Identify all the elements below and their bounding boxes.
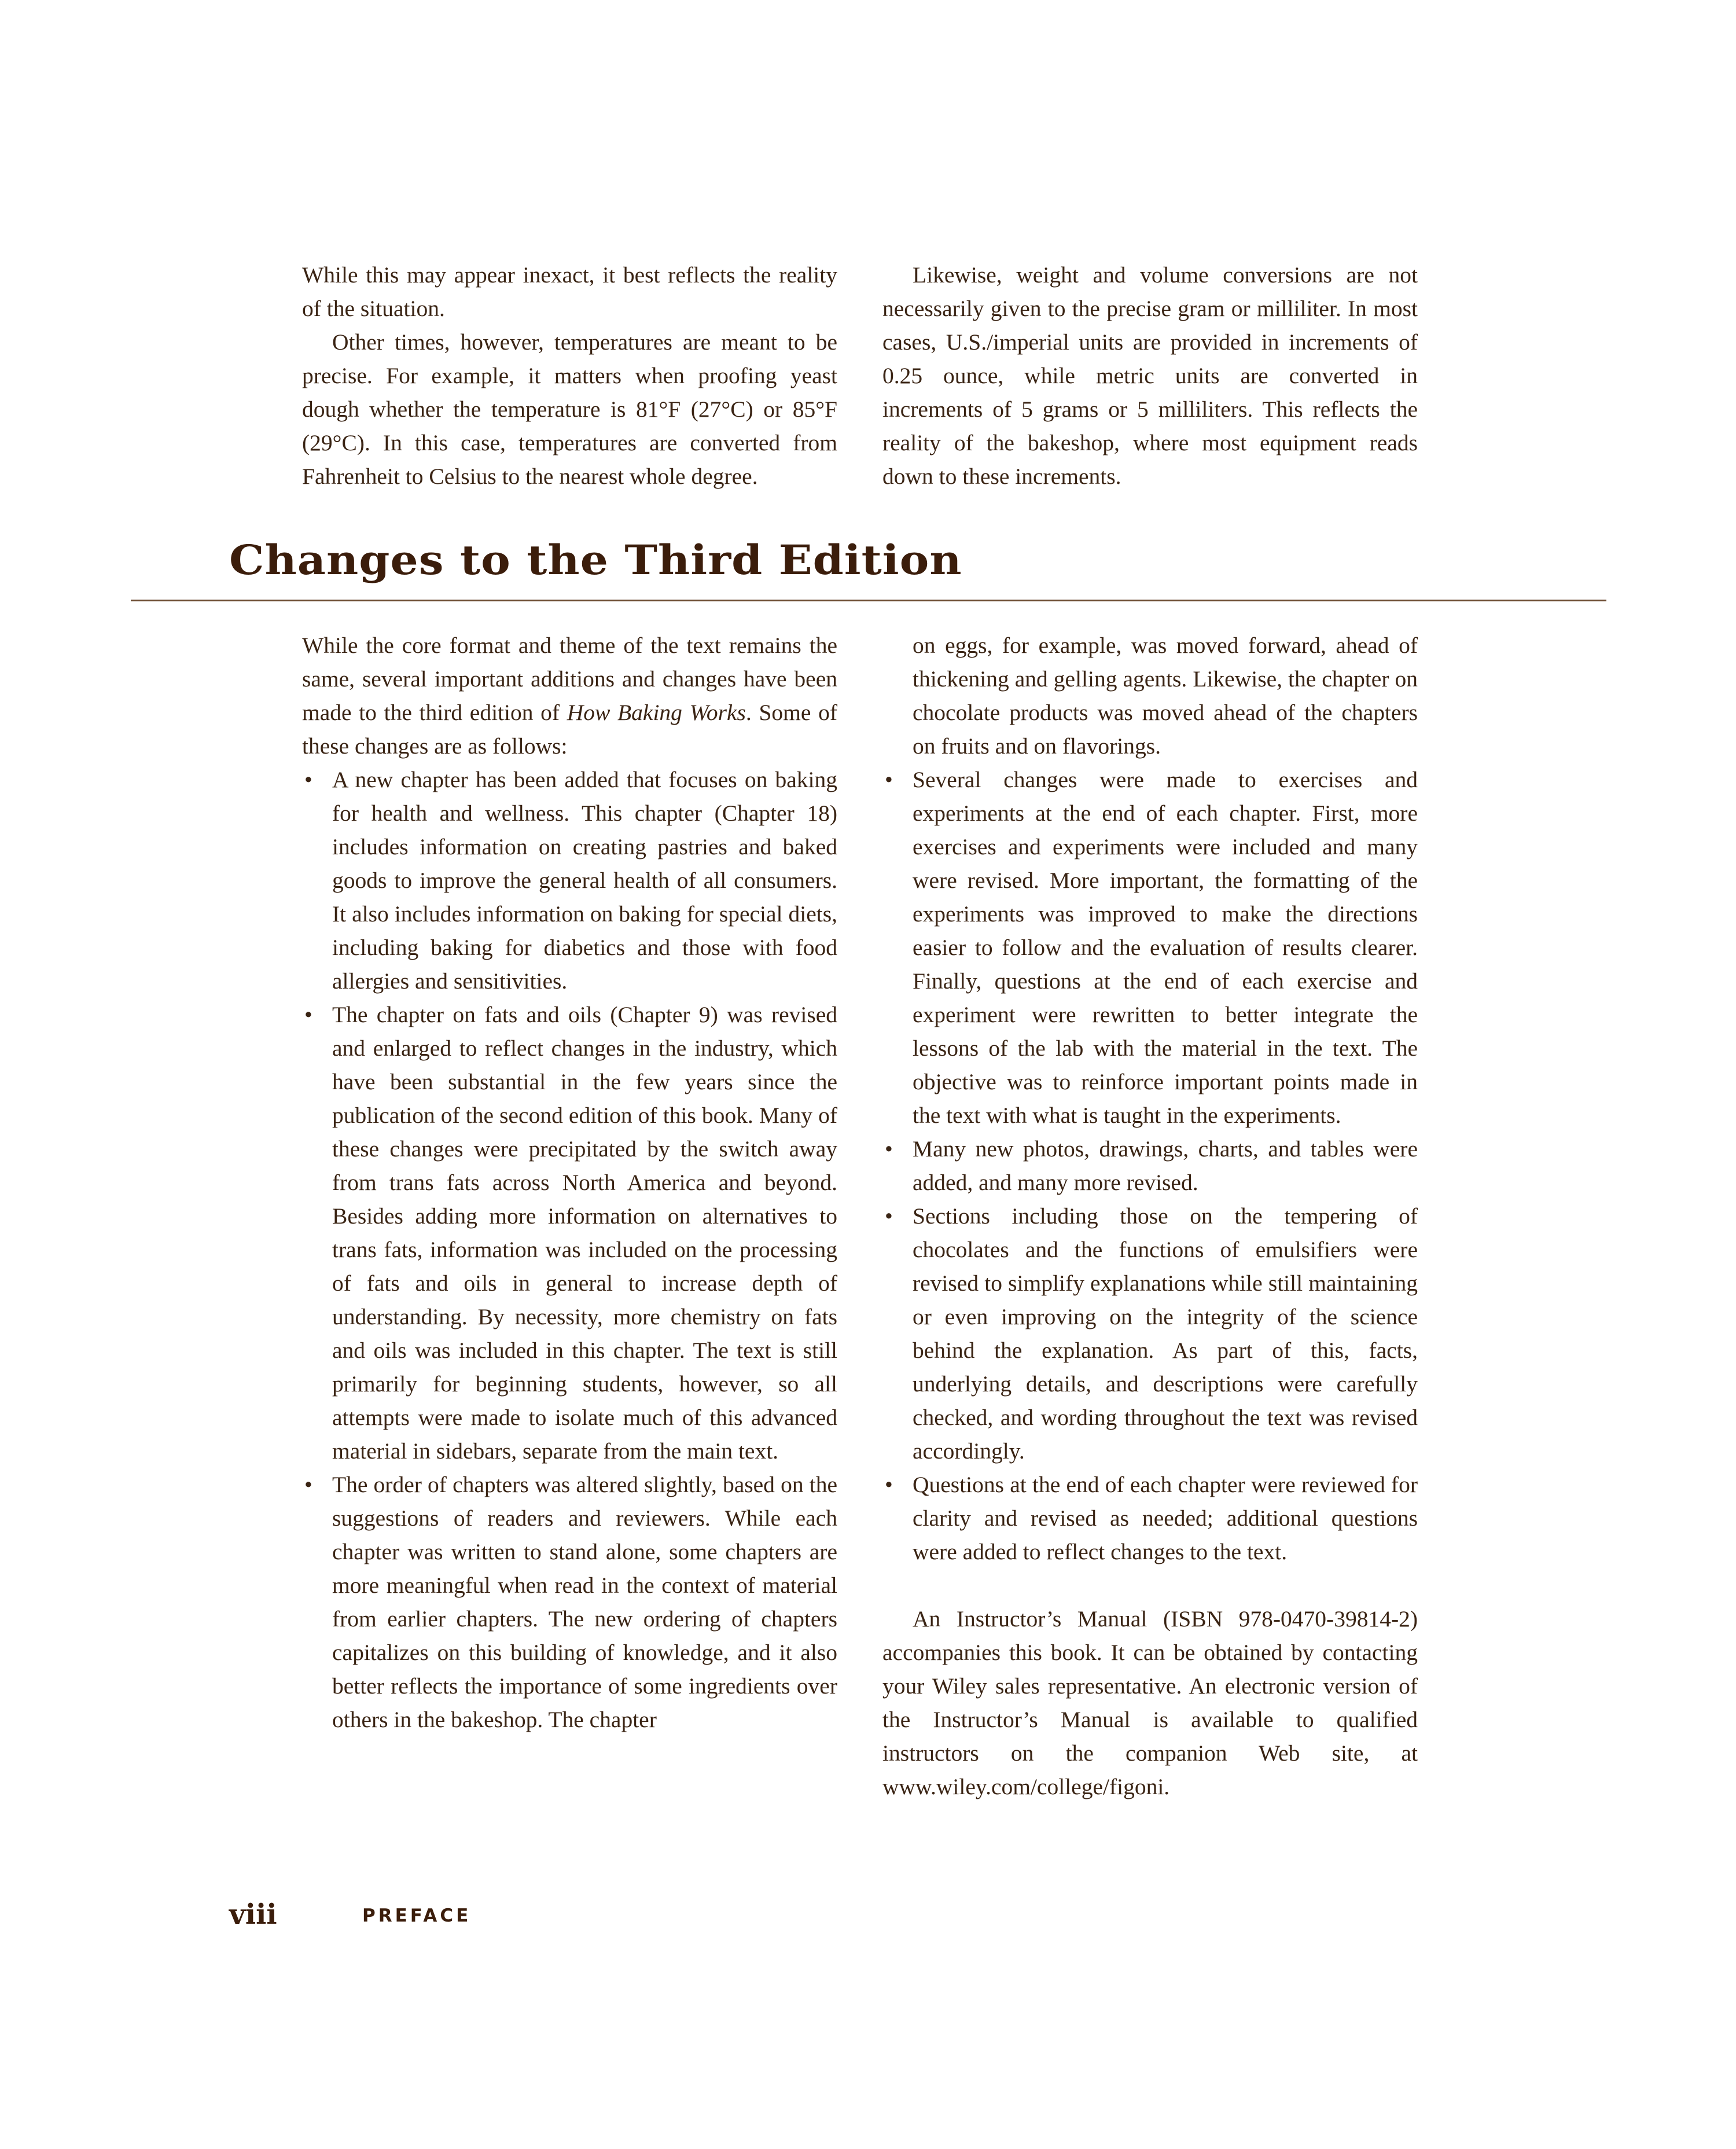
bullet: •: [885, 1472, 893, 1497]
list-item-text: Sections including those on the tempering of chocolates and the functions of emulsifiers were revised to simplify explanations while still maintaining or even improving on the integrity of the science behind the explanation. As part of this, facts, underlying details, and descriptions were carefully checked, and wording throughout the text was revised accordingly.: [913, 1203, 1418, 1464]
list-item-text: Several changes were made to exercises and experiments at the end of each chapter. First, more exercises and experiments were included and many were revised. More important, the formatting of the experiments was improved to make the directions easier to follow and the evaluation of results clearer. Finally, questions at the end of each exercise and experiment were rewritten to better integrate the lessons of the lab with the material in the text. The objective was to reinforce important points made in the text with what is taught in the experiments.: [913, 767, 1418, 1128]
top-right-column: [882, 258, 1418, 493]
bullet: •: [885, 767, 893, 792]
instructors-manual-paragraph: An Instructor’s Manual (ISBN 978-0470-39814-2) accompanies this book. It can be obtained by contacting your Wiley sales representative. An electronic version of the Instructor’s Manual is available to qualified instructors on the companion Web site, at www.wiley.com/college/figoni.: [882, 1606, 1418, 1799]
main-left-column: [302, 629, 837, 1736]
changes-list-continued: [882, 629, 1418, 1568]
paragraph: Likewise, weight and volume conversions are not necessarily given to the precise gram or milliliter. In most cases, U.S./imperial units are provided in increments of 0.25 ounce, while metric units are converted in increments of 5 grams or 5 milliliters. This reflects the reality of the bakeshop, where most equipment reads down to these increments.: [882, 262, 1418, 489]
paragraph: While this may appear inexact, it best reflects the reality of the situation.: [302, 262, 837, 321]
running-footer-section: PREFACE: [362, 1905, 472, 1926]
list-item: [882, 763, 1418, 1132]
changes-list: [302, 763, 837, 1736]
section-heading: Changes to the Third Edition: [229, 536, 962, 584]
bullet: •: [304, 1002, 312, 1027]
heading-rule: [131, 600, 1606, 601]
bullet: •: [304, 767, 312, 792]
list-item: [882, 1132, 1418, 1199]
bullet: •: [885, 1203, 893, 1229]
list-item-text: Questions at the end of each chapter were reviewed for clarity and revised as needed; additional questions were added to reflect changes to the text.: [913, 1472, 1418, 1564]
list-item: [882, 1468, 1418, 1568]
paragraph: Other times, however, temperatures are meant to be precise. For example, it matters when proofing yeast dough whether the temperature is 81°F (27°C) or 85°F (29°C). In this case, temperatures are converted from Fahrenheit to Celsius to the nearest whole degree.: [302, 329, 837, 489]
list-item-text: The chapter on fats and oils (Chapter 9) was revised and enlarged to reflect changes in the industry, which have been substantial in the few years since the publication of the second edition of this book. Many of these changes were precipitated by the switch away from trans fats across North America and beyond. Besides adding more information on alternatives to trans fats, information was included on the processing of fats and oils in general to increase depth of understanding. By necessity, more chemistry on fats and oils was included in this chapter. The text is still primarily for beginning students, however, so all attempts were made to isolate much of this advanced material in sidebars, separate from the main text.: [332, 1002, 837, 1464]
page-number: viii: [229, 1898, 277, 1931]
list-item-text: A new chapter has been added that focuses on baking for health and wellness. This chapter (Chapter 18) includes information on creating pastries and baked goods to improve the general health of all consumers. It also includes information on baking for special diets, including baking for diabetics and those with food allergies and sensitivities.: [332, 767, 837, 994]
intro-text: . Some of these changes are as follows:: [302, 700, 837, 759]
intro-paragraph: [302, 629, 837, 763]
list-item-continuation: [882, 629, 1418, 763]
main-right-column: [882, 629, 1418, 1803]
list-item: [882, 1199, 1418, 1468]
bullet: •: [885, 1136, 893, 1162]
list-item: [302, 763, 837, 998]
intro-text: While the core format and theme of the text remains the same, several important additions and changes have been made to the third edition of: [302, 633, 837, 725]
top-left-column: [302, 258, 837, 493]
bullet: •: [304, 1472, 312, 1497]
list-item-text: on eggs, for example, was moved forward, ahead of thickening and gelling agents. Likewise, the chapter on chocolate products was moved ahead of the chapters on fruits and on flavorings.: [913, 633, 1418, 759]
list-item: [302, 1468, 837, 1736]
list-item: [302, 998, 837, 1468]
book-title: How Baking Works: [567, 700, 746, 725]
list-item-text: The order of chapters was altered slightly, based on the suggestions of readers and reviewers. While each chapter was written to stand alone, some chapters are more meaningful when read in the context of material from earlier chapters. The new ordering of chapters capitalizes on this building of knowledge, and it also better reflects the importance of some ingredients over others in the bakeshop. The chapter: [332, 1472, 837, 1732]
list-item-text: Many new photos, drawings, charts, and tables were added, and many more revised.: [913, 1136, 1418, 1195]
